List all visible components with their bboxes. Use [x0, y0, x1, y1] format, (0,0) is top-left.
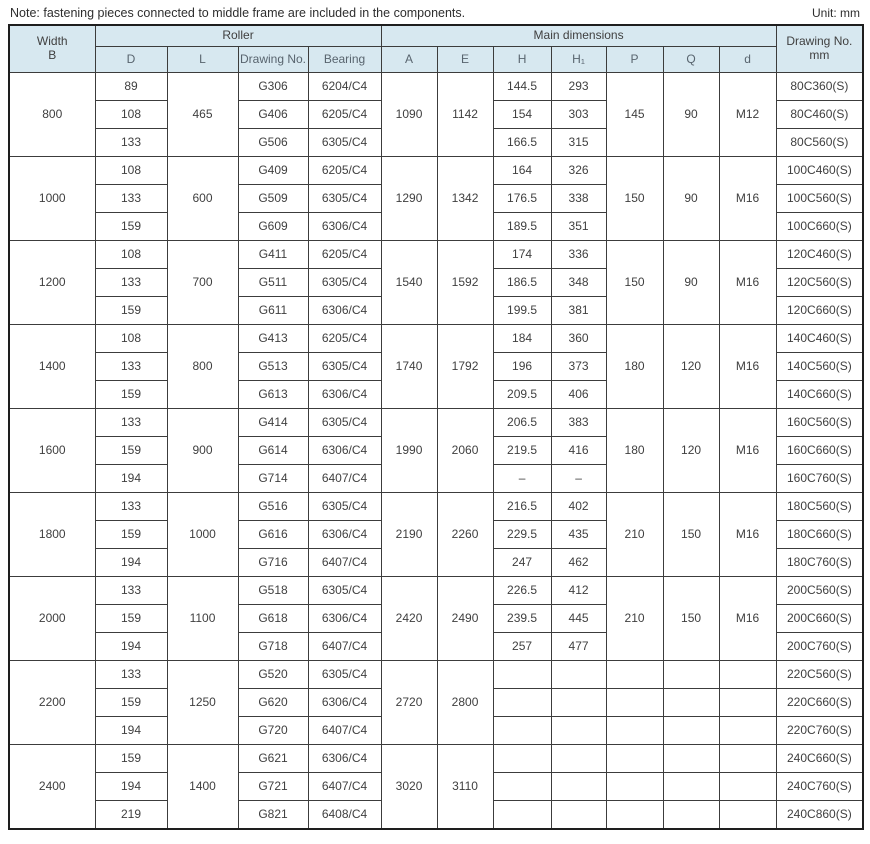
cell-h1: 416	[551, 437, 606, 465]
cell-h1	[551, 717, 606, 745]
cell-drawing-no: 240C760(S)	[776, 773, 863, 801]
cell-drawing-no: 240C660(S)	[776, 745, 863, 773]
table-row	[9, 577, 863, 605]
cell-h: 226.5	[493, 577, 551, 605]
cell-roller-drawing-no: G620	[238, 689, 308, 717]
cell-roller-l: 700	[167, 241, 238, 325]
cell-p	[606, 717, 663, 745]
table-header	[9, 25, 863, 73]
cell-h1: 373	[551, 353, 606, 381]
cell-bearing: 6306/C4	[308, 605, 381, 633]
cell-roller-d: 194	[95, 773, 167, 801]
subheader-cell: Q	[663, 47, 719, 73]
cell-a: 1290	[381, 157, 437, 241]
cell-bearing: 6305/C4	[308, 661, 381, 689]
cell-h: 164	[493, 157, 551, 185]
cell-h: 176.5	[493, 185, 551, 213]
cell-q	[663, 689, 719, 717]
cell-roller-drawing-no: G306	[238, 73, 308, 101]
cell-width-b: 2400	[9, 745, 95, 830]
cell-bearing: 6305/C4	[308, 577, 381, 605]
cell-q	[663, 801, 719, 830]
cell-p: 210	[606, 493, 663, 577]
cell-h: 257	[493, 633, 551, 661]
cell-h: 229.5	[493, 521, 551, 549]
table-row	[9, 661, 863, 689]
cell-thread-d	[719, 745, 776, 773]
cell-roller-l: 1000	[167, 493, 238, 577]
cell-bearing: 6306/C4	[308, 213, 381, 241]
cell-roller-drawing-no: G414	[238, 409, 308, 437]
cell-width-b: 1000	[9, 157, 95, 241]
cell-drawing-no: 220C560(S)	[776, 661, 863, 689]
cell-h: 174	[493, 241, 551, 269]
cell-h1	[551, 745, 606, 773]
unit-label: Unit: mm	[812, 6, 860, 20]
cell-drawing-no: 120C660(S)	[776, 297, 863, 325]
cell-roller-drawing-no: G409	[238, 157, 308, 185]
subheader-cell: d	[719, 47, 776, 73]
cell-h1: 293	[551, 73, 606, 101]
cell-h1: 315	[551, 129, 606, 157]
cell-bearing: 6306/C4	[308, 689, 381, 717]
cell-width-b: 1800	[9, 493, 95, 577]
cell-h1	[551, 801, 606, 830]
cell-p	[606, 661, 663, 689]
cell-drawing-no: 160C660(S)	[776, 437, 863, 465]
cell-h1: 435	[551, 521, 606, 549]
cell-h1: 412	[551, 577, 606, 605]
cell-p	[606, 773, 663, 801]
cell-bearing: 6407/C4	[308, 773, 381, 801]
cell-a: 3020	[381, 745, 437, 830]
cell-roller-drawing-no: G518	[238, 577, 308, 605]
cell-p: 210	[606, 577, 663, 661]
cell-q: 90	[663, 241, 719, 325]
cell-p: 180	[606, 325, 663, 409]
cell-drawing-no: 200C660(S)	[776, 605, 863, 633]
header-drawing-no-line2: mm	[809, 48, 830, 62]
cell-h: 206.5	[493, 409, 551, 437]
cell-roller-drawing-no: G616	[238, 521, 308, 549]
cell-thread-d	[719, 801, 776, 830]
cell-p: 150	[606, 241, 663, 325]
cell-drawing-no: 140C560(S)	[776, 353, 863, 381]
cell-h1: 445	[551, 605, 606, 633]
cell-h	[493, 801, 551, 830]
cell-bearing: 6407/C4	[308, 717, 381, 745]
cell-roller-drawing-no: G621	[238, 745, 308, 773]
cell-roller-drawing-no: G613	[238, 381, 308, 409]
cell-bearing: 6306/C4	[308, 745, 381, 773]
cell-bearing: 6408/C4	[308, 801, 381, 830]
table-row	[9, 409, 863, 437]
cell-h	[493, 661, 551, 689]
cell-roller-d: 108	[95, 101, 167, 129]
cell-bearing: 6407/C4	[308, 465, 381, 493]
subheader-cell: E	[437, 47, 493, 73]
cell-roller-drawing-no: G511	[238, 269, 308, 297]
dimensions-table	[8, 24, 864, 830]
subheader-cell: P	[606, 47, 663, 73]
cell-roller-d: 159	[95, 213, 167, 241]
cell-thread-d: M16	[719, 241, 776, 325]
cell-drawing-no: 80C560(S)	[776, 129, 863, 157]
table-row	[9, 493, 863, 521]
cell-bearing: 6306/C4	[308, 381, 381, 409]
cell-drawing-no: 180C560(S)	[776, 493, 863, 521]
header-drawing-no	[776, 25, 863, 73]
cell-p: 150	[606, 157, 663, 241]
top-note-row	[8, 4, 862, 24]
cell-thread-d	[719, 661, 776, 689]
cell-bearing: 6205/C4	[308, 157, 381, 185]
cell-bearing: 6305/C4	[308, 269, 381, 297]
cell-q	[663, 661, 719, 689]
table-row	[9, 745, 863, 773]
cell-h1: 383	[551, 409, 606, 437]
cell-roller-d: 159	[95, 521, 167, 549]
header-row-top	[9, 25, 863, 47]
cell-h: 184	[493, 325, 551, 353]
subheader-cell: H	[493, 47, 551, 73]
cell-h: 199.5	[493, 297, 551, 325]
cell-roller-drawing-no: G714	[238, 465, 308, 493]
cell-roller-d: 133	[95, 661, 167, 689]
cell-q: 120	[663, 409, 719, 493]
cell-h1: 326	[551, 157, 606, 185]
table-row	[9, 241, 863, 269]
cell-h: 216.5	[493, 493, 551, 521]
cell-roller-drawing-no: G718	[238, 633, 308, 661]
cell-roller-drawing-no: G506	[238, 129, 308, 157]
cell-roller-d: 108	[95, 157, 167, 185]
cell-e: 3110	[437, 745, 493, 830]
cell-h1	[551, 773, 606, 801]
cell-h1: 303	[551, 101, 606, 129]
cell-roller-d: 194	[95, 717, 167, 745]
cell-drawing-no: 140C660(S)	[776, 381, 863, 409]
cell-drawing-no: 80C360(S)	[776, 73, 863, 101]
cell-width-b: 800	[9, 73, 95, 157]
table-row	[9, 157, 863, 185]
cell-bearing: 6205/C4	[308, 325, 381, 353]
cell-p: 180	[606, 409, 663, 493]
cell-h1: 402	[551, 493, 606, 521]
cell-roller-drawing-no: G509	[238, 185, 308, 213]
cell-e: 2060	[437, 409, 493, 493]
cell-h1: 351	[551, 213, 606, 241]
cell-e: 2260	[437, 493, 493, 577]
cell-roller-l: 1100	[167, 577, 238, 661]
cell-roller-d: 133	[95, 409, 167, 437]
cell-h: –	[493, 465, 551, 493]
cell-drawing-no: 160C560(S)	[776, 409, 863, 437]
cell-thread-d: M16	[719, 157, 776, 241]
cell-bearing: 6305/C4	[308, 353, 381, 381]
cell-thread-d: M12	[719, 73, 776, 157]
cell-bearing: 6204/C4	[308, 73, 381, 101]
table-body	[9, 73, 863, 830]
cell-e: 1342	[437, 157, 493, 241]
cell-thread-d	[719, 773, 776, 801]
cell-width-b: 2000	[9, 577, 95, 661]
cell-h: 154	[493, 101, 551, 129]
cell-h: 219.5	[493, 437, 551, 465]
cell-h	[493, 745, 551, 773]
cell-p	[606, 801, 663, 830]
cell-drawing-no: 100C560(S)	[776, 185, 863, 213]
cell-a: 2720	[381, 661, 437, 745]
cell-drawing-no: 180C660(S)	[776, 521, 863, 549]
cell-drawing-no: 200C760(S)	[776, 633, 863, 661]
cell-bearing: 6305/C4	[308, 493, 381, 521]
cell-roller-drawing-no: G611	[238, 297, 308, 325]
cell-a: 1090	[381, 73, 437, 157]
cell-h: 247	[493, 549, 551, 577]
cell-q: 90	[663, 73, 719, 157]
cell-drawing-no: 160C760(S)	[776, 465, 863, 493]
cell-drawing-no: 100C460(S)	[776, 157, 863, 185]
cell-q: 90	[663, 157, 719, 241]
table-row	[9, 73, 863, 101]
cell-bearing: 6205/C4	[308, 241, 381, 269]
cell-roller-d: 133	[95, 129, 167, 157]
cell-roller-drawing-no: G513	[238, 353, 308, 381]
cell-a: 2420	[381, 577, 437, 661]
cell-drawing-no: 120C460(S)	[776, 241, 863, 269]
cell-roller-d: 159	[95, 381, 167, 409]
cell-bearing: 6305/C4	[308, 129, 381, 157]
cell-h1: 336	[551, 241, 606, 269]
cell-drawing-no: 200C560(S)	[776, 577, 863, 605]
subheader-cell: H₁	[551, 47, 606, 73]
subheader-cell: Bearing	[308, 47, 381, 73]
cell-h: 189.5	[493, 213, 551, 241]
cell-e: 1142	[437, 73, 493, 157]
cell-roller-d: 194	[95, 549, 167, 577]
cell-bearing: 6306/C4	[308, 297, 381, 325]
cell-a: 2190	[381, 493, 437, 577]
cell-h1: 462	[551, 549, 606, 577]
cell-a: 1740	[381, 325, 437, 409]
subheader-cell: A	[381, 47, 437, 73]
cell-roller-d: 133	[95, 185, 167, 213]
cell-h1: 360	[551, 325, 606, 353]
cell-h: 186.5	[493, 269, 551, 297]
cell-bearing: 6305/C4	[308, 409, 381, 437]
cell-roller-l: 1400	[167, 745, 238, 830]
cell-e: 1792	[437, 325, 493, 409]
subheader-cell: Drawing No.	[238, 47, 308, 73]
cell-bearing: 6306/C4	[308, 521, 381, 549]
cell-h1: 477	[551, 633, 606, 661]
header-main-dimensions: Main dimensions	[381, 25, 776, 47]
cell-roller-d: 133	[95, 269, 167, 297]
subheader-cell: D	[95, 47, 167, 73]
cell-e: 1592	[437, 241, 493, 325]
cell-q: 150	[663, 577, 719, 661]
cell-h: 166.5	[493, 129, 551, 157]
cell-drawing-no: 220C760(S)	[776, 717, 863, 745]
cell-bearing: 6305/C4	[308, 185, 381, 213]
header-width-b-line1: Width	[36, 34, 68, 49]
cell-width-b: 1400	[9, 325, 95, 409]
cell-roller-l: 1250	[167, 661, 238, 745]
note-text: Note: fastening pieces connected to middle frame are included in the components.	[10, 6, 466, 20]
cell-roller-l: 800	[167, 325, 238, 409]
cell-h	[493, 773, 551, 801]
header-roller: Roller	[95, 25, 381, 47]
header-width-b	[9, 25, 95, 73]
cell-roller-drawing-no: G821	[238, 801, 308, 830]
cell-roller-drawing-no: G520	[238, 661, 308, 689]
cell-thread-d: M16	[719, 493, 776, 577]
cell-drawing-no: 220C660(S)	[776, 689, 863, 717]
cell-h1: 381	[551, 297, 606, 325]
cell-roller-l: 900	[167, 409, 238, 493]
cell-roller-d: 159	[95, 605, 167, 633]
header-drawing-no-line1: Drawing No.	[786, 34, 853, 49]
cell-roller-drawing-no: G406	[238, 101, 308, 129]
header-width-b-line2: B	[48, 48, 57, 62]
cell-h1: 406	[551, 381, 606, 409]
cell-width-b: 2200	[9, 661, 95, 745]
cell-h1: 338	[551, 185, 606, 213]
cell-roller-d: 194	[95, 633, 167, 661]
cell-p	[606, 689, 663, 717]
cell-roller-d: 194	[95, 465, 167, 493]
cell-roller-d: 89	[95, 73, 167, 101]
cell-roller-d: 159	[95, 689, 167, 717]
cell-roller-drawing-no: G716	[238, 549, 308, 577]
cell-q	[663, 717, 719, 745]
cell-h1: –	[551, 465, 606, 493]
cell-bearing: 6306/C4	[308, 437, 381, 465]
cell-h: 209.5	[493, 381, 551, 409]
cell-thread-d: M16	[719, 325, 776, 409]
cell-q: 120	[663, 325, 719, 409]
cell-h1: 348	[551, 269, 606, 297]
cell-drawing-no: 140C460(S)	[776, 325, 863, 353]
table-row	[9, 325, 863, 353]
cell-e: 2800	[437, 661, 493, 745]
cell-roller-drawing-no: G411	[238, 241, 308, 269]
cell-e: 2490	[437, 577, 493, 661]
cell-roller-d: 133	[95, 353, 167, 381]
cell-h	[493, 717, 551, 745]
cell-roller-d: 133	[95, 493, 167, 521]
cell-thread-d: M16	[719, 409, 776, 493]
cell-bearing: 6407/C4	[308, 633, 381, 661]
cell-drawing-no: 240C860(S)	[776, 801, 863, 830]
cell-roller-drawing-no: G413	[238, 325, 308, 353]
subheader-row	[9, 47, 863, 73]
cell-width-b: 1600	[9, 409, 95, 493]
cell-roller-drawing-no: G609	[238, 213, 308, 241]
cell-a: 1540	[381, 241, 437, 325]
cell-roller-d: 159	[95, 437, 167, 465]
cell-thread-d: M16	[719, 577, 776, 661]
cell-roller-drawing-no: G614	[238, 437, 308, 465]
cell-roller-d: 108	[95, 241, 167, 269]
subheader-cell: L	[167, 47, 238, 73]
cell-roller-l: 465	[167, 73, 238, 157]
cell-drawing-no: 80C460(S)	[776, 101, 863, 129]
cell-drawing-no: 100C660(S)	[776, 213, 863, 241]
cell-roller-d: 159	[95, 297, 167, 325]
cell-roller-drawing-no: G721	[238, 773, 308, 801]
cell-p: 145	[606, 73, 663, 157]
cell-q: 150	[663, 493, 719, 577]
cell-roller-drawing-no: G720	[238, 717, 308, 745]
cell-drawing-no: 180C760(S)	[776, 549, 863, 577]
cell-a: 1990	[381, 409, 437, 493]
cell-width-b: 1200	[9, 241, 95, 325]
cell-h: 144.5	[493, 73, 551, 101]
cell-roller-drawing-no: G618	[238, 605, 308, 633]
cell-bearing: 6407/C4	[308, 549, 381, 577]
cell-thread-d	[719, 689, 776, 717]
cell-roller-d: 159	[95, 745, 167, 773]
cell-h	[493, 689, 551, 717]
cell-roller-d: 108	[95, 325, 167, 353]
cell-roller-l: 600	[167, 157, 238, 241]
cell-h: 239.5	[493, 605, 551, 633]
cell-h1	[551, 689, 606, 717]
cell-drawing-no: 120C560(S)	[776, 269, 863, 297]
cell-roller-d: 133	[95, 577, 167, 605]
cell-bearing: 6205/C4	[308, 101, 381, 129]
cell-h: 196	[493, 353, 551, 381]
cell-q	[663, 773, 719, 801]
cell-h1	[551, 661, 606, 689]
cell-thread-d	[719, 717, 776, 745]
cell-roller-drawing-no: G516	[238, 493, 308, 521]
cell-p	[606, 745, 663, 773]
cell-roller-d: 219	[95, 801, 167, 830]
cell-q	[663, 745, 719, 773]
